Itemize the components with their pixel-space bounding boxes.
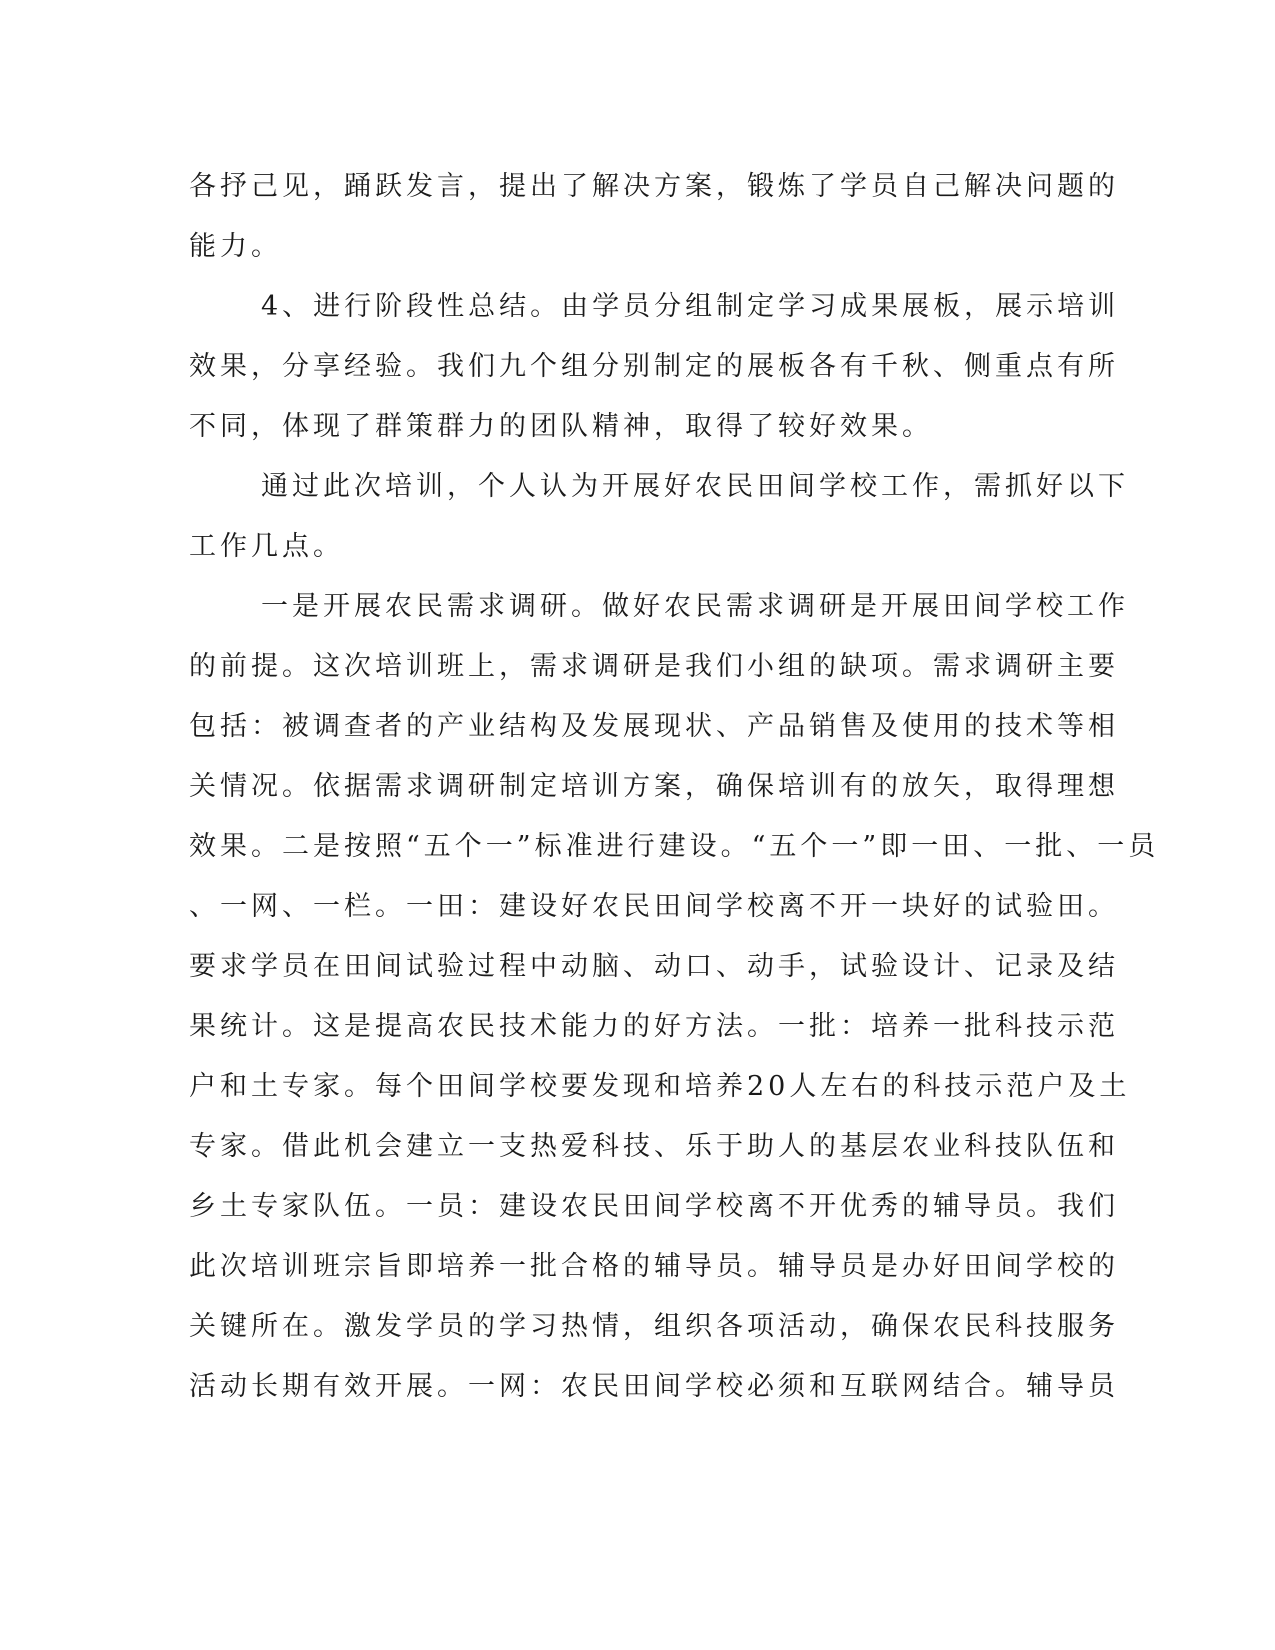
- text-line-5: 不同，体现了群策群力的团队精神，取得了较好效果。: [189, 411, 933, 442]
- text-line-1: 各抒己见，踊跃发言，提出了解决方案，锻炼了学员自己解决问题的: [189, 171, 1119, 202]
- text-line-8: 一是开展农民需求调研。做好农民需求调研是开展田间学校工作: [261, 591, 1129, 622]
- text-line-18: 乡土专家队伍。一员：建设农民田间学校离不开优秀的辅导员。我们: [189, 1191, 1119, 1222]
- text-line-7: 工作几点。: [189, 531, 344, 562]
- text-line-9: 的前提。这次培训班上，需求调研是我们小组的缺项。需求调研主要: [189, 651, 1119, 682]
- text-line-3: 4、进行阶段性总结。由学员分组制定学习成果展板，展示培训: [261, 291, 1120, 322]
- text-line-2: 能力。: [189, 231, 282, 262]
- body-text: [189, 157, 1160, 1417]
- text-line-10: 包括：被调查者的产业结构及发展现状、产品销售及使用的技术等相: [189, 711, 1119, 742]
- text-line-21: 活动长期有效开展。一网：农民田间学校必须和互联网结合。辅导员: [189, 1371, 1119, 1402]
- text-line-14: 要求学员在田间试验过程中动脑、动口、动手，试验设计、记录及结: [189, 951, 1119, 982]
- text-line-17: 专家。借此机会建立一支热爱科技、乐于助人的基层农业科技队伍和: [189, 1131, 1119, 1162]
- text-line-11: 关情况。依据需求调研制定培训方案，确保培训有的放矢，取得理想: [189, 771, 1119, 802]
- text-line-15: 果统计。这是提高农民技术能力的好方法。一批：培养一批科技示范: [189, 1011, 1119, 1042]
- text-line-13: 、一网、一栏。一田：建设好农民田间学校离不开一块好的试验田。: [189, 891, 1119, 922]
- text-line-4: 效果，分享经验。我们九个组分别制定的展板各有千秋、侧重点有所: [189, 351, 1119, 382]
- text-line-19: 此次培训班宗旨即培养一批合格的辅导员。辅导员是办好田间学校的: [189, 1251, 1119, 1282]
- text-line-6: 通过此次培训，个人认为开展好农民田间学校工作，需抓好以下: [261, 471, 1129, 502]
- text-line-12: 效果。二是按照“五个一”标准进行建设。“五个一”即一田、一批、一员: [189, 831, 1160, 862]
- text-line-20: 关键所在。激发学员的学习热情，组织各项活动，确保农民科技服务: [189, 1311, 1119, 1342]
- text-line-16: 户和土专家。每个田间学校要发现和培养20人左右的科技示范户及土: [189, 1071, 1131, 1102]
